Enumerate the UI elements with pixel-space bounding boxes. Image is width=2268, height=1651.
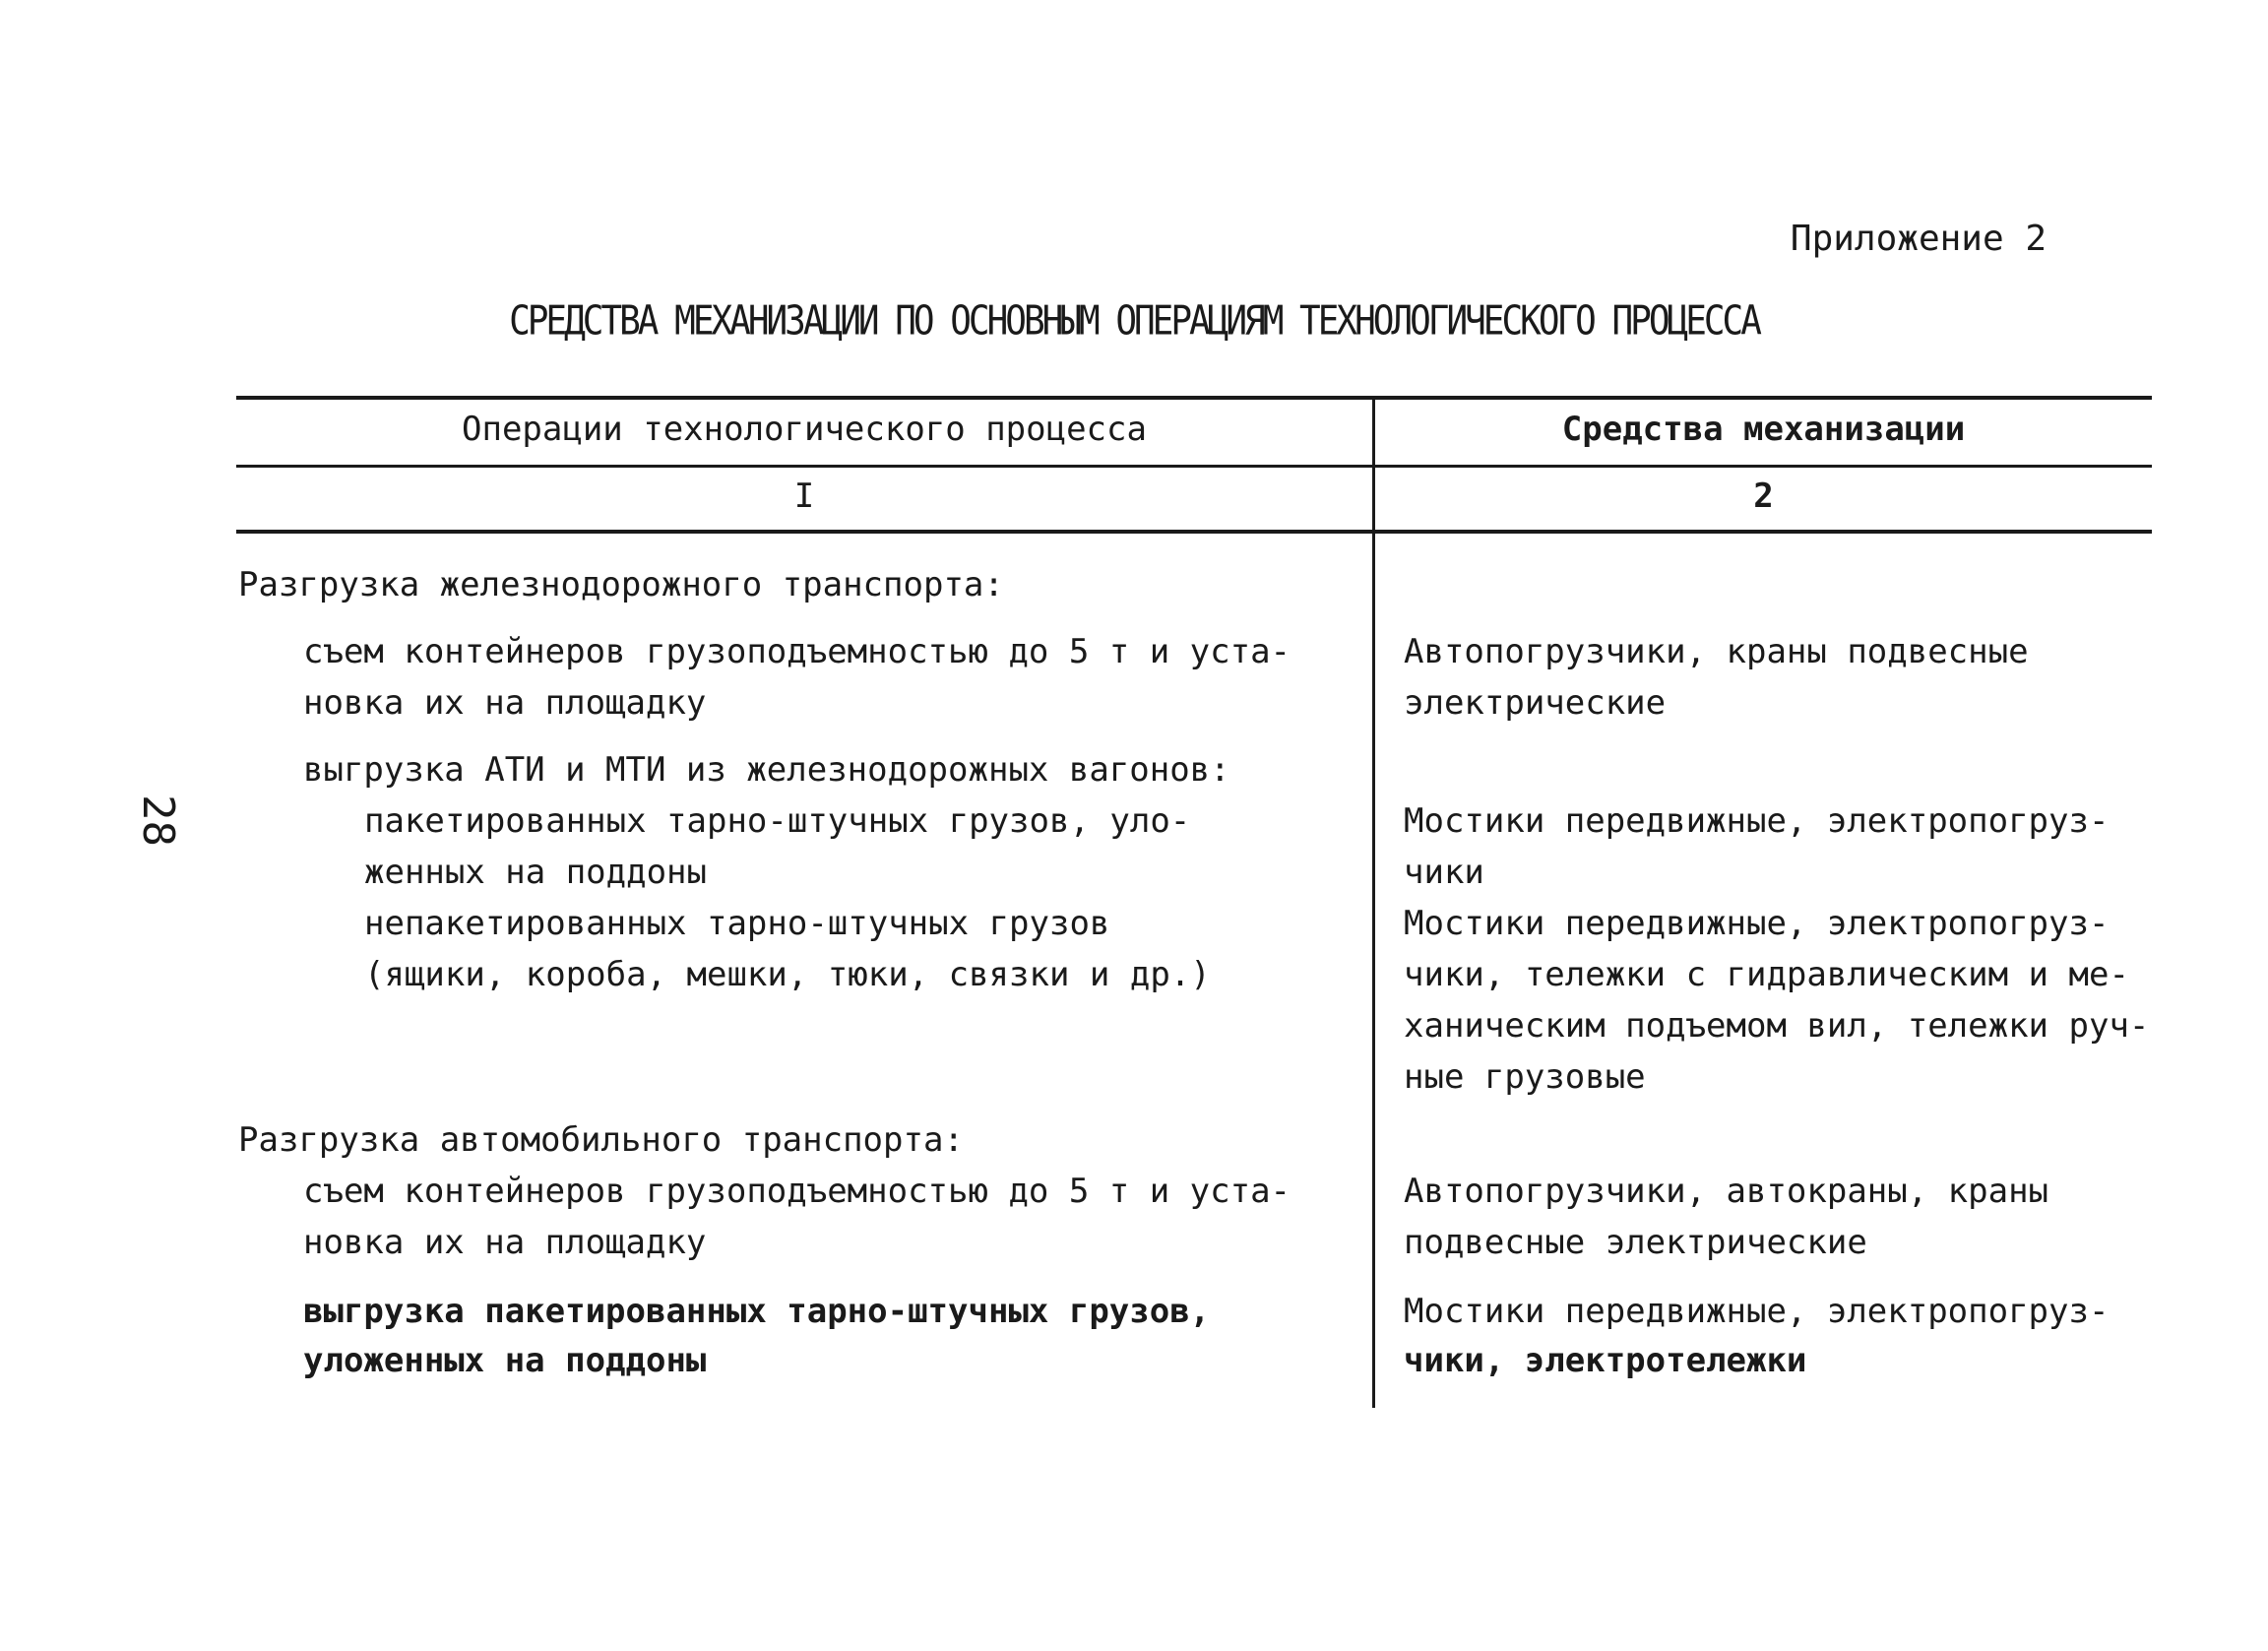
means-line: Автопогрузчики, краны подвесные (1404, 632, 2029, 671)
section-heading-road: Разгрузка автомобильного транспорта: (238, 1120, 964, 1160)
table-top-rule (236, 396, 2152, 400)
means-line: чики, тележки с гидравлическим и ме- (1404, 955, 2129, 994)
means-line: чики (1404, 853, 1484, 892)
column-number-1: I (793, 476, 815, 516)
means-line: ные грузовые (1404, 1057, 1646, 1097)
page-number: 28 (132, 794, 183, 847)
operation-line: съем контейнеров грузоподъемностью до 5 т и уста- (303, 1172, 1292, 1211)
means-line: Мостики передвижные, электропогруз- (1404, 904, 2110, 943)
table-column-divider (1372, 398, 1375, 1408)
document-title: СРЕДСТВА МЕХАНИЗАЦИИ ПО ОСНОВНЫМ ОПЕРАЦИЯМ ТЕХНОЛОГИЧЕСКОГО ПРОЦЕССА (509, 297, 1759, 346)
operation-line: выгрузка АТИ и МТИ из железнодорожных вагонов: (303, 750, 1230, 790)
column-header-operations: Операции технологического процесса (462, 410, 1147, 449)
operation-line: пакетированных тарно-штучных грузов, уло- (364, 801, 1191, 841)
operation-line: выгрузка пакетированных тарно-штучных грузов, (303, 1292, 1211, 1331)
operation-line: съем контейнеров грузоподъемностью до 5 т и уста- (303, 632, 1292, 671)
means-line: Мостики передвижные, электропогруз- (1404, 801, 2110, 841)
means-line: Автопогрузчики, автокраны, краны (1404, 1172, 2049, 1211)
operation-line: непакетированных тарно-штучных грузов (364, 904, 1110, 943)
appendix-label: Приложение 2 (1790, 219, 2047, 259)
operation-line: уложенных на поддоны (303, 1341, 707, 1380)
operation-line: (ящики, короба, мешки, тюки, связки и др.) (364, 955, 1211, 994)
operation-line: новка их на площадку (303, 683, 707, 723)
table-header-rule (236, 465, 2152, 468)
means-line: чики, электротележки (1404, 1341, 1807, 1380)
section-heading-rail: Разгрузка железнодорожного транспорта: (238, 565, 1004, 604)
column-number-2: 2 (1753, 476, 1774, 516)
operation-line: новка их на площадку (303, 1223, 707, 1262)
means-line: ханическим подъемом вил, тележки руч- (1404, 1006, 2150, 1046)
means-line: Мостики передвижные, электропогруз- (1404, 1292, 2110, 1331)
operation-line: женных на поддоны (364, 853, 707, 892)
means-line: электрические (1404, 683, 1667, 723)
column-header-means: Средства механизации (1561, 410, 1966, 449)
means-line: подвесные электрические (1404, 1223, 1867, 1262)
table-colnum-rule (236, 530, 2152, 534)
